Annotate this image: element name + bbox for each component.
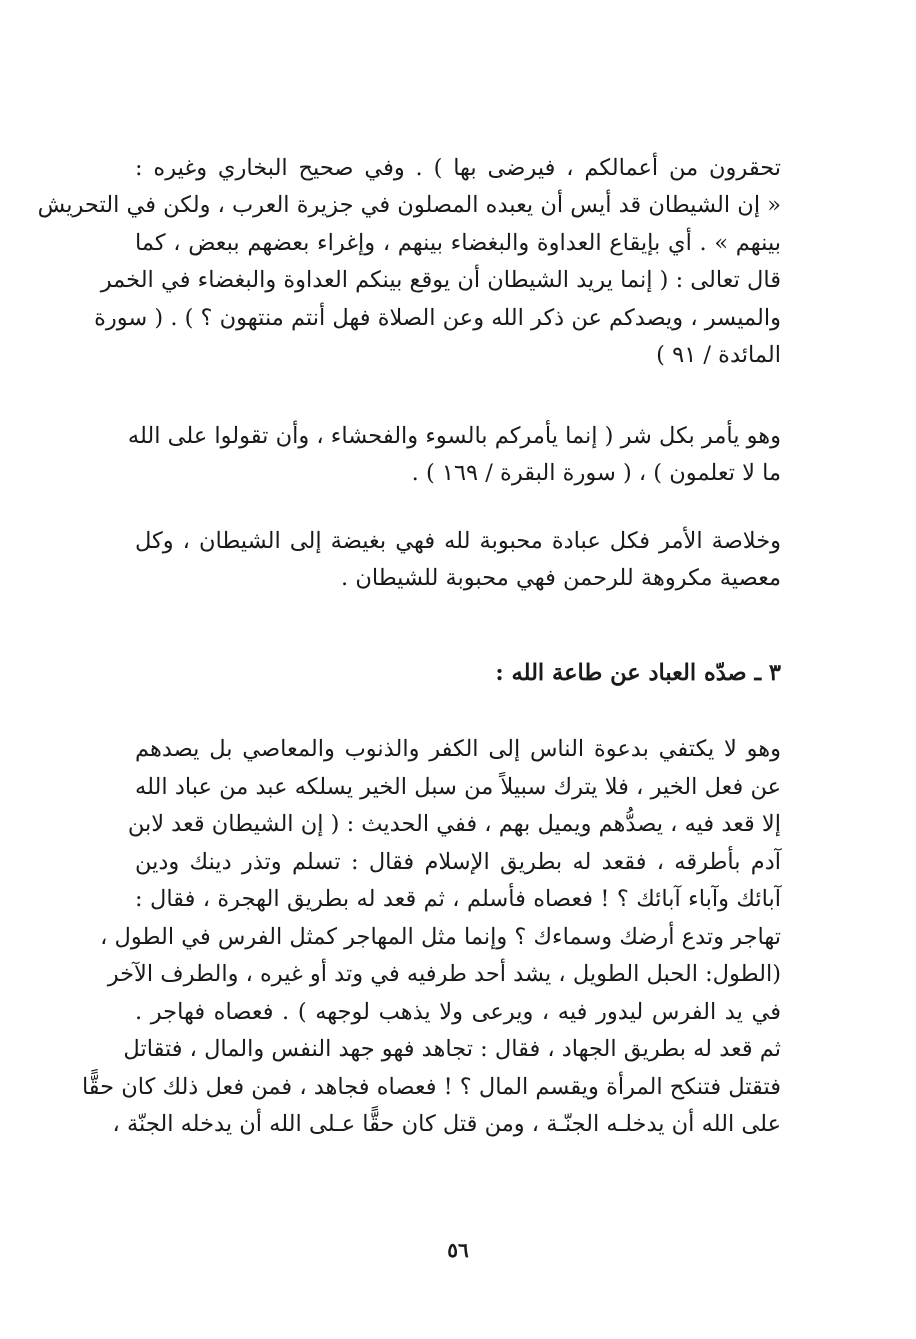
text-line: وهو لا يكتفي بدعوة الناس إلى الكفر والذنوب والمعاصي بل يصدهم — [135, 736, 781, 762]
text-line: عن فعل الخير ، فلا يترك سبيلاً من سبل الخير يسلكه عبد من عباد الله — [135, 773, 781, 800]
text-line: المائدة / ٩١ ) — [656, 341, 781, 368]
text-line: آدم بأطرقه ، فقعد له بطريق الإسلام فقال : تسلم وتذر دينك ودين — [135, 848, 781, 875]
text-line: تهاجر وتدع أرضك وسماءك ؟ وإنما مثل المهاجر كمثل الفرس في الطول ، — [100, 923, 781, 950]
page-number: ٥٦ — [447, 1238, 469, 1262]
text-line: والميسر ، ويصدكم عن ذكر الله وعن الصلاة فهل أنتم منتهون ؟ ) . ( سورة — [94, 304, 781, 331]
paragraph-2 — [127, 418, 781, 492]
text-line: وهو يأمر بكل شر ( إنما يأمركم بالسوء والفحشاء ، وأن تقولوا على الله — [127, 423, 781, 449]
paragraph-4 — [81, 731, 781, 1144]
text-line: فتقتل فتنكح المرأة ويقسم المال ؟ ! فعصاه فجاهد ، فمن فعل ذلك كان حقًّا — [81, 1073, 781, 1100]
text-line: ما لا تعلمون ) ، ( سورة البقرة / ١٦٩ ) . — [411, 460, 781, 486]
text-line: على الله أن يدخلـه الجنّـة ، ومن قتل كان حقًّا عـلى الله أن يدخله الجنّة ، — [112, 1111, 781, 1137]
text-line: إلا قعد فيه ، يصدُّهم ويميل بهم ، ففي الحديث : ( إن الشيطان قعد لابن — [127, 811, 781, 837]
text-line: في يد الفرس ليدور فيه ، ويرعى ولا يذهب لوجهه ) . فعصاه فهاجر . — [135, 998, 781, 1025]
text-line: وخلاصة الأمر فكل عبادة محبوبة لله فهي بغيضة إلى الشيطان ، وكل — [135, 528, 781, 554]
paragraph-3 — [135, 523, 781, 597]
text-line: (الطول: الحبل الطويل ، يشد أحد طرفيه في وتد أو غيره ، والطرف الآخر — [107, 961, 781, 987]
section-heading: ٣ ـ صدّه العباد عن طاعة الله : — [495, 660, 781, 686]
text-line: ثم قعد له بطريق الجهاد ، فقال : تجاهد فهو جهد النفس والمال ، فتقاتل — [123, 1036, 781, 1062]
text-line: معصية مكروهة للرحمن فهي محبوبة للشيطان . — [341, 565, 781, 591]
text-line: بينهم » . أي بإيقاع العداوة والبغضاء بينهم ، وإغراء بعضهم ببعض ، كما — [135, 229, 781, 256]
text-line: قال تعالى : ( إنما يريد الشيطان أن يوقع بينكم العداوة والبغضاء في الخمر — [100, 267, 781, 294]
text-line: آبائك وآباء آبائك ؟ ! فعصاه فأسلم ، ثم قعد له بطريق الهجرة ، فقال : — [135, 886, 781, 912]
paragraph-1 — [37, 150, 781, 374]
text-line: « إن الشيطان قد أيس أن يعبده المصلون في جزيرة العرب ، ولكن في التحريش — [37, 192, 781, 219]
text-line: تحقرون من أعمالكم ، فيرضى بها ) . وفي صحيح البخاري وغيره : — [135, 155, 781, 181]
